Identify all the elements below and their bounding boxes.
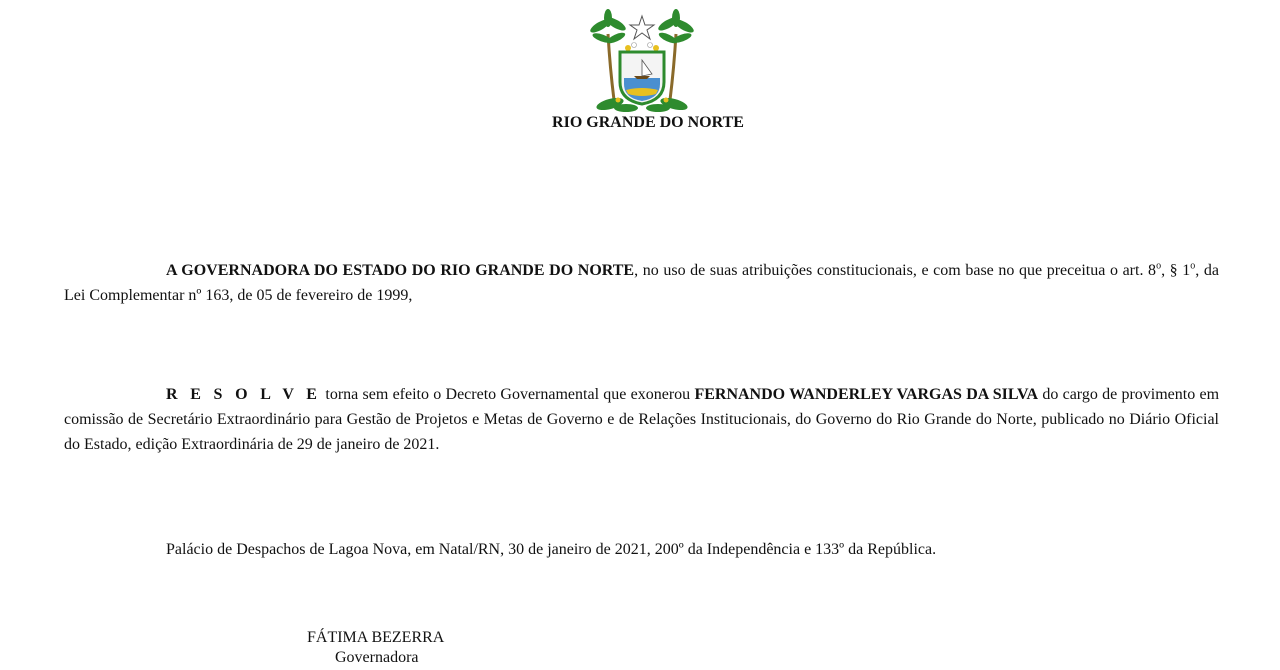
governor-title: A GOVERNADORA DO ESTADO DO RIO GRANDE DO NORTE bbox=[166, 262, 635, 279]
signature-role: Governadora bbox=[335, 649, 419, 666]
coat-of-arms-icon bbox=[590, 8, 694, 114]
place-date-paragraph bbox=[64, 537, 1219, 562]
resolution-text-b: do cargo de provimento em comissão de Secretário Extraordinário para Gestão de Projetos e Metas de Governo e de Relações Institucionais, do Governo do Rio Grande do Norte, publicado no Diário Oficial do Estado, edição Extraordinária de 29 de janeiro de 2021. bbox=[64, 386, 1220, 453]
superscript-o-2: o bbox=[1190, 260, 1196, 272]
preamble-text-a: , no uso de suas atribuições constitucionais, e com base no que preceitua o art. 8 bbox=[634, 262, 1157, 279]
signature-name: FÁTIMA BEZERRA bbox=[307, 629, 445, 646]
preamble-paragraph bbox=[64, 258, 1219, 308]
superscript-o-1: o bbox=[1156, 260, 1162, 272]
resolution-paragraph bbox=[64, 382, 1219, 457]
state-title: RIO GRANDE DO NORTE bbox=[552, 114, 744, 131]
preamble-text-b: , § 1 bbox=[1161, 262, 1191, 279]
resolve-heading: R E S O L V E bbox=[166, 386, 322, 403]
place-date-text: Palácio de Despachos de Lagoa Nova, em Natal/RN, 30 de janeiro de 2021, 200º da Independência e 133º da República. bbox=[166, 541, 937, 558]
resolution-text-a: torna sem efeito o Decreto Governamental que exonerou bbox=[321, 386, 695, 403]
preamble-text-c: , da Lei Complementar nº 163, de 05 de fevereiro de 1999, bbox=[64, 262, 1220, 304]
person-name: FERNANDO WANDERLEY VARGAS DA SILVA bbox=[694, 386, 1039, 403]
